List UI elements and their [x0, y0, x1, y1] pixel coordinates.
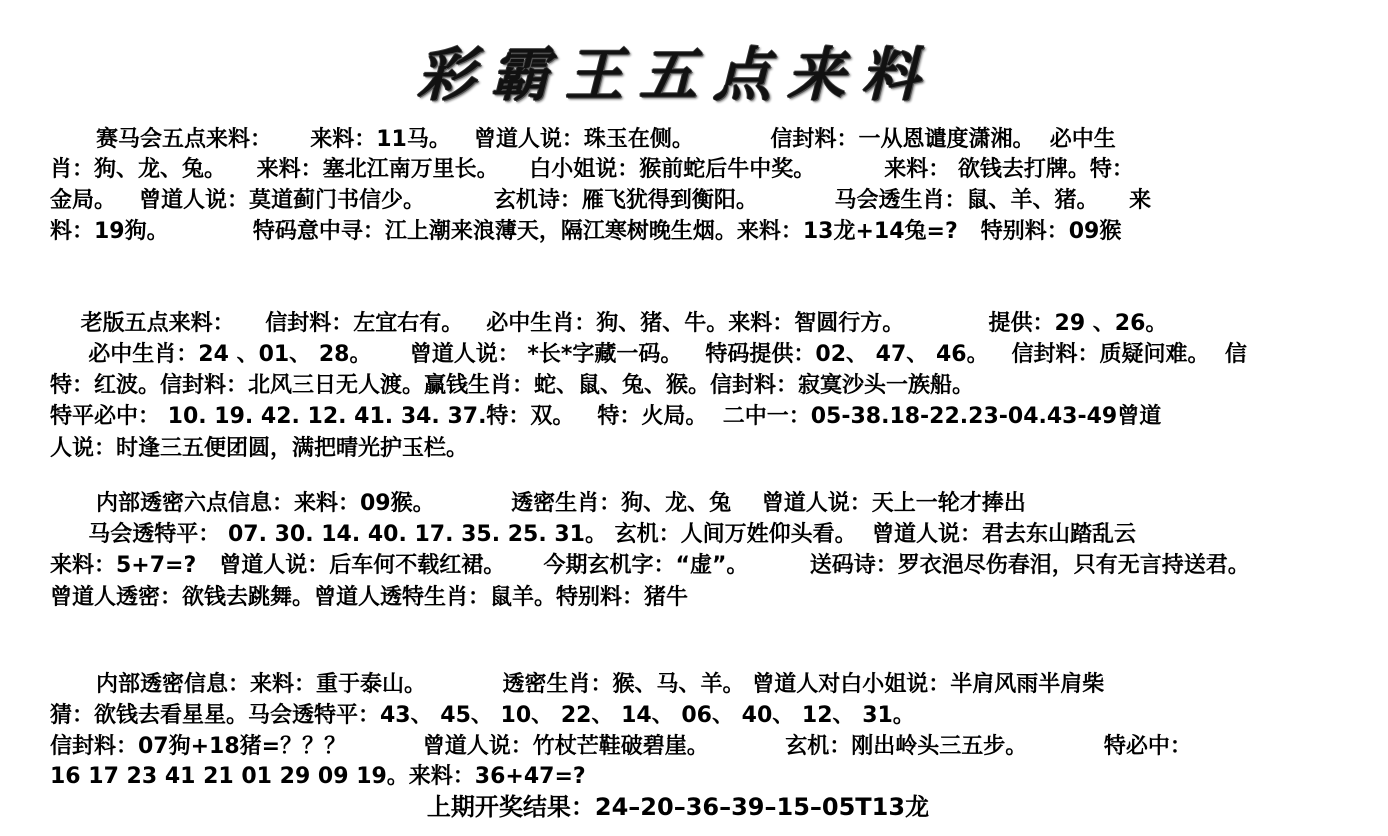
text-line: 老版五点来料： 信封料：左宜右有。 必中生肖：狗、猪、牛。来料：智圆行方。 提供：29 、26。	[50, 311, 1168, 336]
page-title: 彩霸王五点来料	[416, 41, 935, 109]
text-line: 马会透特平： 07. 30. 14. 40. 17. 35. 25. 31。 玄机：人间万姓仰头看。 曾道人说：君去东山踏乱云	[50, 522, 1136, 547]
text-line: 曾道人透密：欲钱去跳舞。曾道人透特生肖：鼠羊。特别料：猪牛	[50, 585, 689, 610]
text-line: 信封料：07狗+18猪=？？？ 曾道人说：竹杖芒鞋破碧崖。 玄机：刚出岭头三五步。 特必中：	[50, 734, 1192, 759]
text-line: 赛马会五点来料： 来料：11马。 曾道人说：珠玉在侧。 信封料：一从恩谴度潇湘。 必中生	[50, 127, 1116, 152]
text-line: 特平必中： 10. 19. 42. 12. 41. 34. 37.特：双。 特：火局。 二中一：05-38.18-22.23-04.43-49曾道	[50, 404, 1162, 429]
text-line: 料：19狗。 特码意中寻：江上潮来浪薄天，隔江寒树晚生烟。来料：13龙+14兔=? 特别料：09猴	[50, 219, 1122, 244]
text-line: 金局。 曾道人说：莫道蓟门书信少。 玄机诗：雁飞犹得到衡阳。 马会透生肖：鼠、羊、猪。 来	[50, 188, 1152, 213]
text-line: 人说：时逢三五便团圆，满把晴光护玉栏。	[50, 436, 469, 461]
text-line: 来料：5+7=? 曾道人说：后车何不载红裙。 今期玄机字：“虚”。 送码诗：罗衣浥尽伤春泪，只有无言持送君。	[50, 553, 1250, 578]
text-line: 必中生肖：24 、01、 28。 曾道人说： *长*字藏一码。 特码提供：02、 47、 46。 信封料：质疑问难。 信	[50, 342, 1247, 367]
text-line: 肖：狗、龙、兔。 来料：塞北江南万里长。 白小姐说：猴前蛇后牛中奖。 来料： 欲钱去打牌。特：	[50, 157, 1134, 182]
text-line: 猜：欲钱去看星星。马会透特平：43、 45、 10、 22、 14、 06、 40、 12、 31。	[50, 703, 915, 728]
text-line: 内部透密信息：来料：重于泰山。 透密生肖：猴、马、羊。 曾道人对白小姐说：半肩风雨半肩柴	[50, 672, 1105, 697]
last-draw-result-text: 上期开奖结果：24–20–36–39–15–05T13龙	[426, 793, 930, 821]
text-line: 特：红波。信封料：北风三日无人渡。赢钱生肖：蛇、鼠、兔、猴。信封料：寂寞沙头一族船。	[50, 373, 975, 398]
last-draw-result	[0, 790, 1388, 824]
text-line: 内部透密六点信息：来料：09猴。 透密生肖：狗、龙、兔 曾道人说：天上一轮才捧出	[50, 491, 1026, 516]
text-line: 16 17 23 41 21 01 29 09 19。来料：36+47=?	[50, 764, 586, 789]
